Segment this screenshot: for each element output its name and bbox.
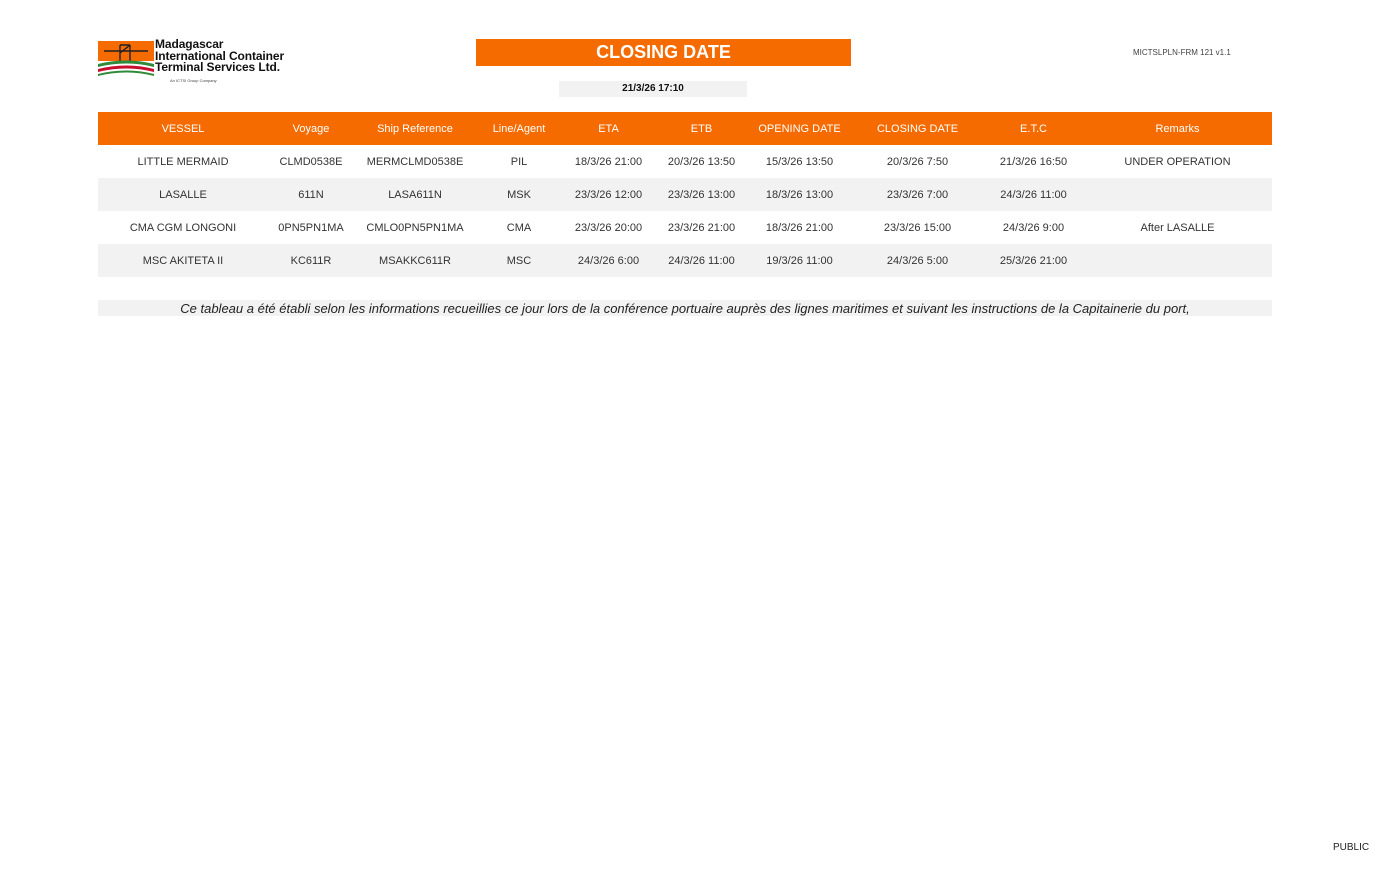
cell-vessel: LASALLE bbox=[98, 178, 268, 211]
column-header-etb: ETB bbox=[655, 112, 748, 145]
table-row bbox=[98, 244, 1272, 277]
company-logo bbox=[98, 39, 298, 85]
cell-closing-date: 24/3/26 5:00 bbox=[851, 244, 984, 277]
cell-etb: 24/3/26 11:00 bbox=[655, 244, 748, 277]
cell-ship-reference: LASA611N bbox=[354, 178, 476, 211]
cell-remarks: After LASALLE bbox=[1140, 221, 1215, 234]
column-header-eta: ETA bbox=[562, 112, 655, 145]
cell-closing-date: 23/3/26 7:00 bbox=[851, 178, 984, 211]
column-header-etc: E.T.C bbox=[984, 112, 1083, 145]
table-row bbox=[98, 145, 1272, 178]
cell-voyage: KC611R bbox=[268, 244, 354, 277]
table-row bbox=[98, 178, 1272, 211]
cell-vessel: MSC AKITETA II bbox=[98, 244, 268, 277]
cell-eta: 23/3/26 12:00 bbox=[562, 178, 655, 211]
cell-remarks bbox=[1083, 178, 1272, 211]
cell-opening-date: 18/3/26 21:00 bbox=[765, 221, 834, 234]
cell-opening-date: 15/3/26 13:50 bbox=[765, 155, 834, 168]
crane-logo-icon bbox=[98, 41, 154, 77]
cell-voyage: 0PN5PN1MA bbox=[278, 221, 344, 234]
cell-line-agent: MSK bbox=[476, 178, 562, 211]
cell-etc: 24/3/26 11:00 bbox=[984, 178, 1083, 211]
cell-etb: 20/3/26 13:50 bbox=[667, 155, 736, 168]
classification-label: PUBLIC bbox=[1333, 842, 1370, 853]
table-row bbox=[98, 211, 1272, 244]
cell-etb: 23/3/26 21:00 bbox=[667, 221, 736, 234]
cell-opening-date: 19/3/26 11:00 bbox=[748, 244, 851, 277]
logo-line-2: International Container bbox=[155, 48, 285, 63]
cell-ship-reference: MERMCLMD0538E bbox=[366, 155, 464, 168]
logo-line-1: Madagascar bbox=[155, 37, 224, 51]
cell-line-agent: PIL bbox=[510, 155, 528, 168]
cell-remarks bbox=[1083, 244, 1272, 277]
cell-voyage: 611N bbox=[268, 178, 354, 211]
column-header-voyage: Voyage bbox=[268, 112, 354, 145]
cell-line-agent: MSC bbox=[476, 244, 562, 277]
cell-closing-date: 23/3/26 15:00 bbox=[883, 221, 952, 234]
logo-line-3: Terminal Services Ltd. bbox=[155, 60, 280, 74]
cell-eta: 18/3/26 21:00 bbox=[574, 155, 643, 168]
cell-vessel: CMA CGM LONGONI bbox=[129, 221, 237, 234]
disclaimer-note: Ce tableau a été établi selon les informations recueillies ce jour lors de la conférence portuaire auprès des lignes maritimes et suivant les instructions de la Capitainerie du port, bbox=[98, 300, 1272, 316]
page-title: CLOSING DATE bbox=[476, 39, 851, 66]
cell-etc: 25/3/26 21:00 bbox=[984, 244, 1083, 277]
cell-vessel: LITTLE MERMAID bbox=[137, 155, 229, 168]
column-header-remarks: Remarks bbox=[1083, 112, 1272, 145]
cell-etc: 24/3/26 9:00 bbox=[1002, 221, 1065, 234]
column-header-ship-reference: Ship Reference bbox=[354, 112, 476, 145]
cell-eta: 24/3/26 6:00 bbox=[562, 244, 655, 277]
cell-closing-date: 20/3/26 7:50 bbox=[886, 155, 949, 168]
column-header-closing-date: CLOSING DATE bbox=[851, 112, 984, 145]
logo-text bbox=[155, 39, 284, 74]
form-code: MICTSLPLN-FRM 121 v1.1 bbox=[1133, 48, 1231, 57]
cell-eta: 23/3/26 20:00 bbox=[574, 221, 643, 234]
column-header-vessel: VESSEL bbox=[98, 112, 268, 145]
report-date: 21/3/26 17:10 bbox=[559, 81, 747, 97]
cell-line-agent: CMA bbox=[506, 221, 532, 234]
cell-etc: 21/3/26 16:50 bbox=[999, 155, 1068, 168]
cell-ship-reference: MSAKKC611R bbox=[354, 244, 476, 277]
schedule-table bbox=[98, 112, 1272, 277]
table-header-row bbox=[98, 112, 1272, 145]
cell-opening-date: 18/3/26 13:00 bbox=[748, 178, 851, 211]
column-header-line-agent: Line/Agent bbox=[476, 112, 562, 145]
column-header-opening-date: OPENING DATE bbox=[748, 112, 851, 145]
cell-ship-reference: CMLO0PN5PN1MA bbox=[366, 221, 464, 234]
logo-subtitle: An ICTSI Group Company bbox=[170, 78, 217, 83]
cell-remarks: UNDER OPERATION bbox=[1124, 155, 1231, 168]
cell-etb: 23/3/26 13:00 bbox=[655, 178, 748, 211]
cell-voyage: CLMD0538E bbox=[279, 155, 343, 168]
